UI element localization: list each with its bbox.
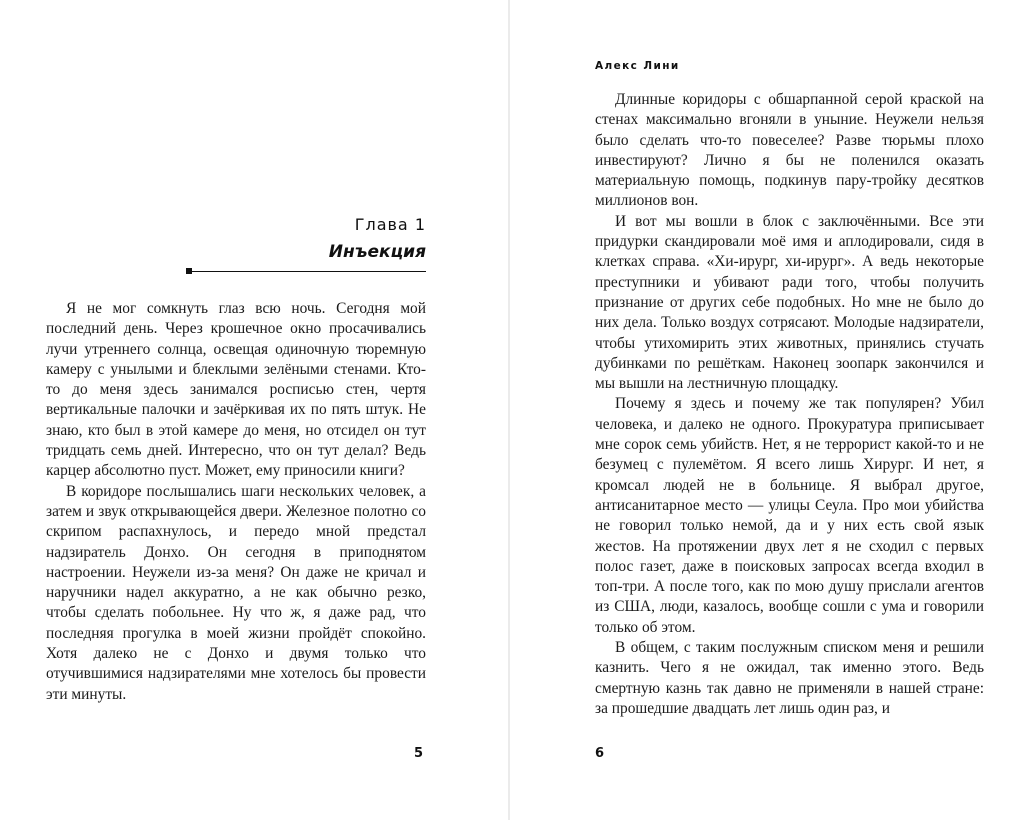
body-paragraph: В коридоре послышались шаги нескольких человек, а затем и звук открывающейся двери. Железное полотно со скрипом распахнулось, и передо мной предстал надзиратель Донхо. Он сегодня в приподнятом настроении. Неужели из-за меня? Он даже не кричал и наручники надел аккуратно, а не как обычно резко, чтобы сделать побольнее. Ну что ж, я даже рад, что последняя прогулка в моей жизни пройдёт спокойно. Хотя далеко не с Донхо и двумя только что отучившимися надзирателями мне хотелось бы провести эти минуты.: [46, 482, 426, 703]
chapter-heading: [186, 214, 426, 264]
chapter-divider-line: [186, 271, 426, 272]
page-number: 6: [595, 746, 605, 761]
body-paragraph: Я не мог сомкнуть глаз всю ночь. Сегодня мой последний день. Через крошечное окно просачивались лучи утреннего солнца, освещая одиночную тюремную камеру с унылыми и блеклыми зелёными стенами. Кто-то до меня здесь занимался росписью стен, чертя вертикальные палочки и зачёркивая их по пять штук. Не знаю, кто был в этой камере до меня, но отсидел он тут тридцать семь дней. Интересно, что он тут делал? Ведь карцер абсолютно пуст. Может, ему приносили книги?: [46, 300, 426, 480]
chapter-number: Глава 1: [354, 215, 426, 234]
chapter-title: Инъекция: [328, 242, 426, 262]
running-head-author: Алекс Лини: [595, 60, 680, 72]
body-paragraph: Длинные коридоры с обшарпанной серой краской на стенах максимально вгоняли в уныние. Неужели нельзя было сделать что-то повеселее? Разве тюрьмы плохо инвестируют? Лично я бы не поленился оказать материальную помощь, подкинув пару-тройку десятков миллионов вон.: [595, 91, 984, 210]
right-page-body: [595, 90, 984, 719]
body-paragraph: В общем, с таким послужным списком меня и решили казнить. Чего я не ожидал, так именно этого. Ведь смертную казнь так давно не применяли в нашей стране: за прошедшие двадцать лет лишь один раз, и: [595, 639, 984, 717]
chapter-divider-marker: [186, 268, 192, 274]
body-paragraph: Почему я здесь и почему же так популярен? Убил человека, и далеко не одного. Прокуратура приписывает мне сорок семь убийств. Нет, я не террорист какой-то и не безумец с пулемётом. Я всего лишь Хирург. И нет, я кромсал людей не в больнице. Я выбрал другое, антисанитарное место — улицы Сеула. Про мои убийства не говорил только немой, да и у них есть свой язык жестов. На протяжении двух лет я не сходил с первых полос газет, даже в поисковых запросах всегда входил в топ-три. А после того, как по мою душу прислали агентов из США, люди, казалось, вообще сошли с ума и говорили только об этом.: [595, 395, 984, 636]
right-page: [510, 0, 1014, 820]
left-page-body: [46, 299, 426, 705]
body-paragraph: И вот мы вошли в блок с заключёнными. Все эти придурки скандировали моё имя и аплодировали, сидя в клетках справа. «Хи-ирург, хи-ирург». А ведь некоторые преступники и убивают ради того, чтобы получить признание от других себе подобных. Но мне не было до них дела. Только воздух сотрясают. Молодые надзиратели, чтобы утихомирить этих животных, принялись стучать дубинками по решёткам. Наконец зоопарк закончился и мы вышли на лестничную площадку.: [595, 212, 984, 393]
page-number: 5: [414, 746, 424, 761]
